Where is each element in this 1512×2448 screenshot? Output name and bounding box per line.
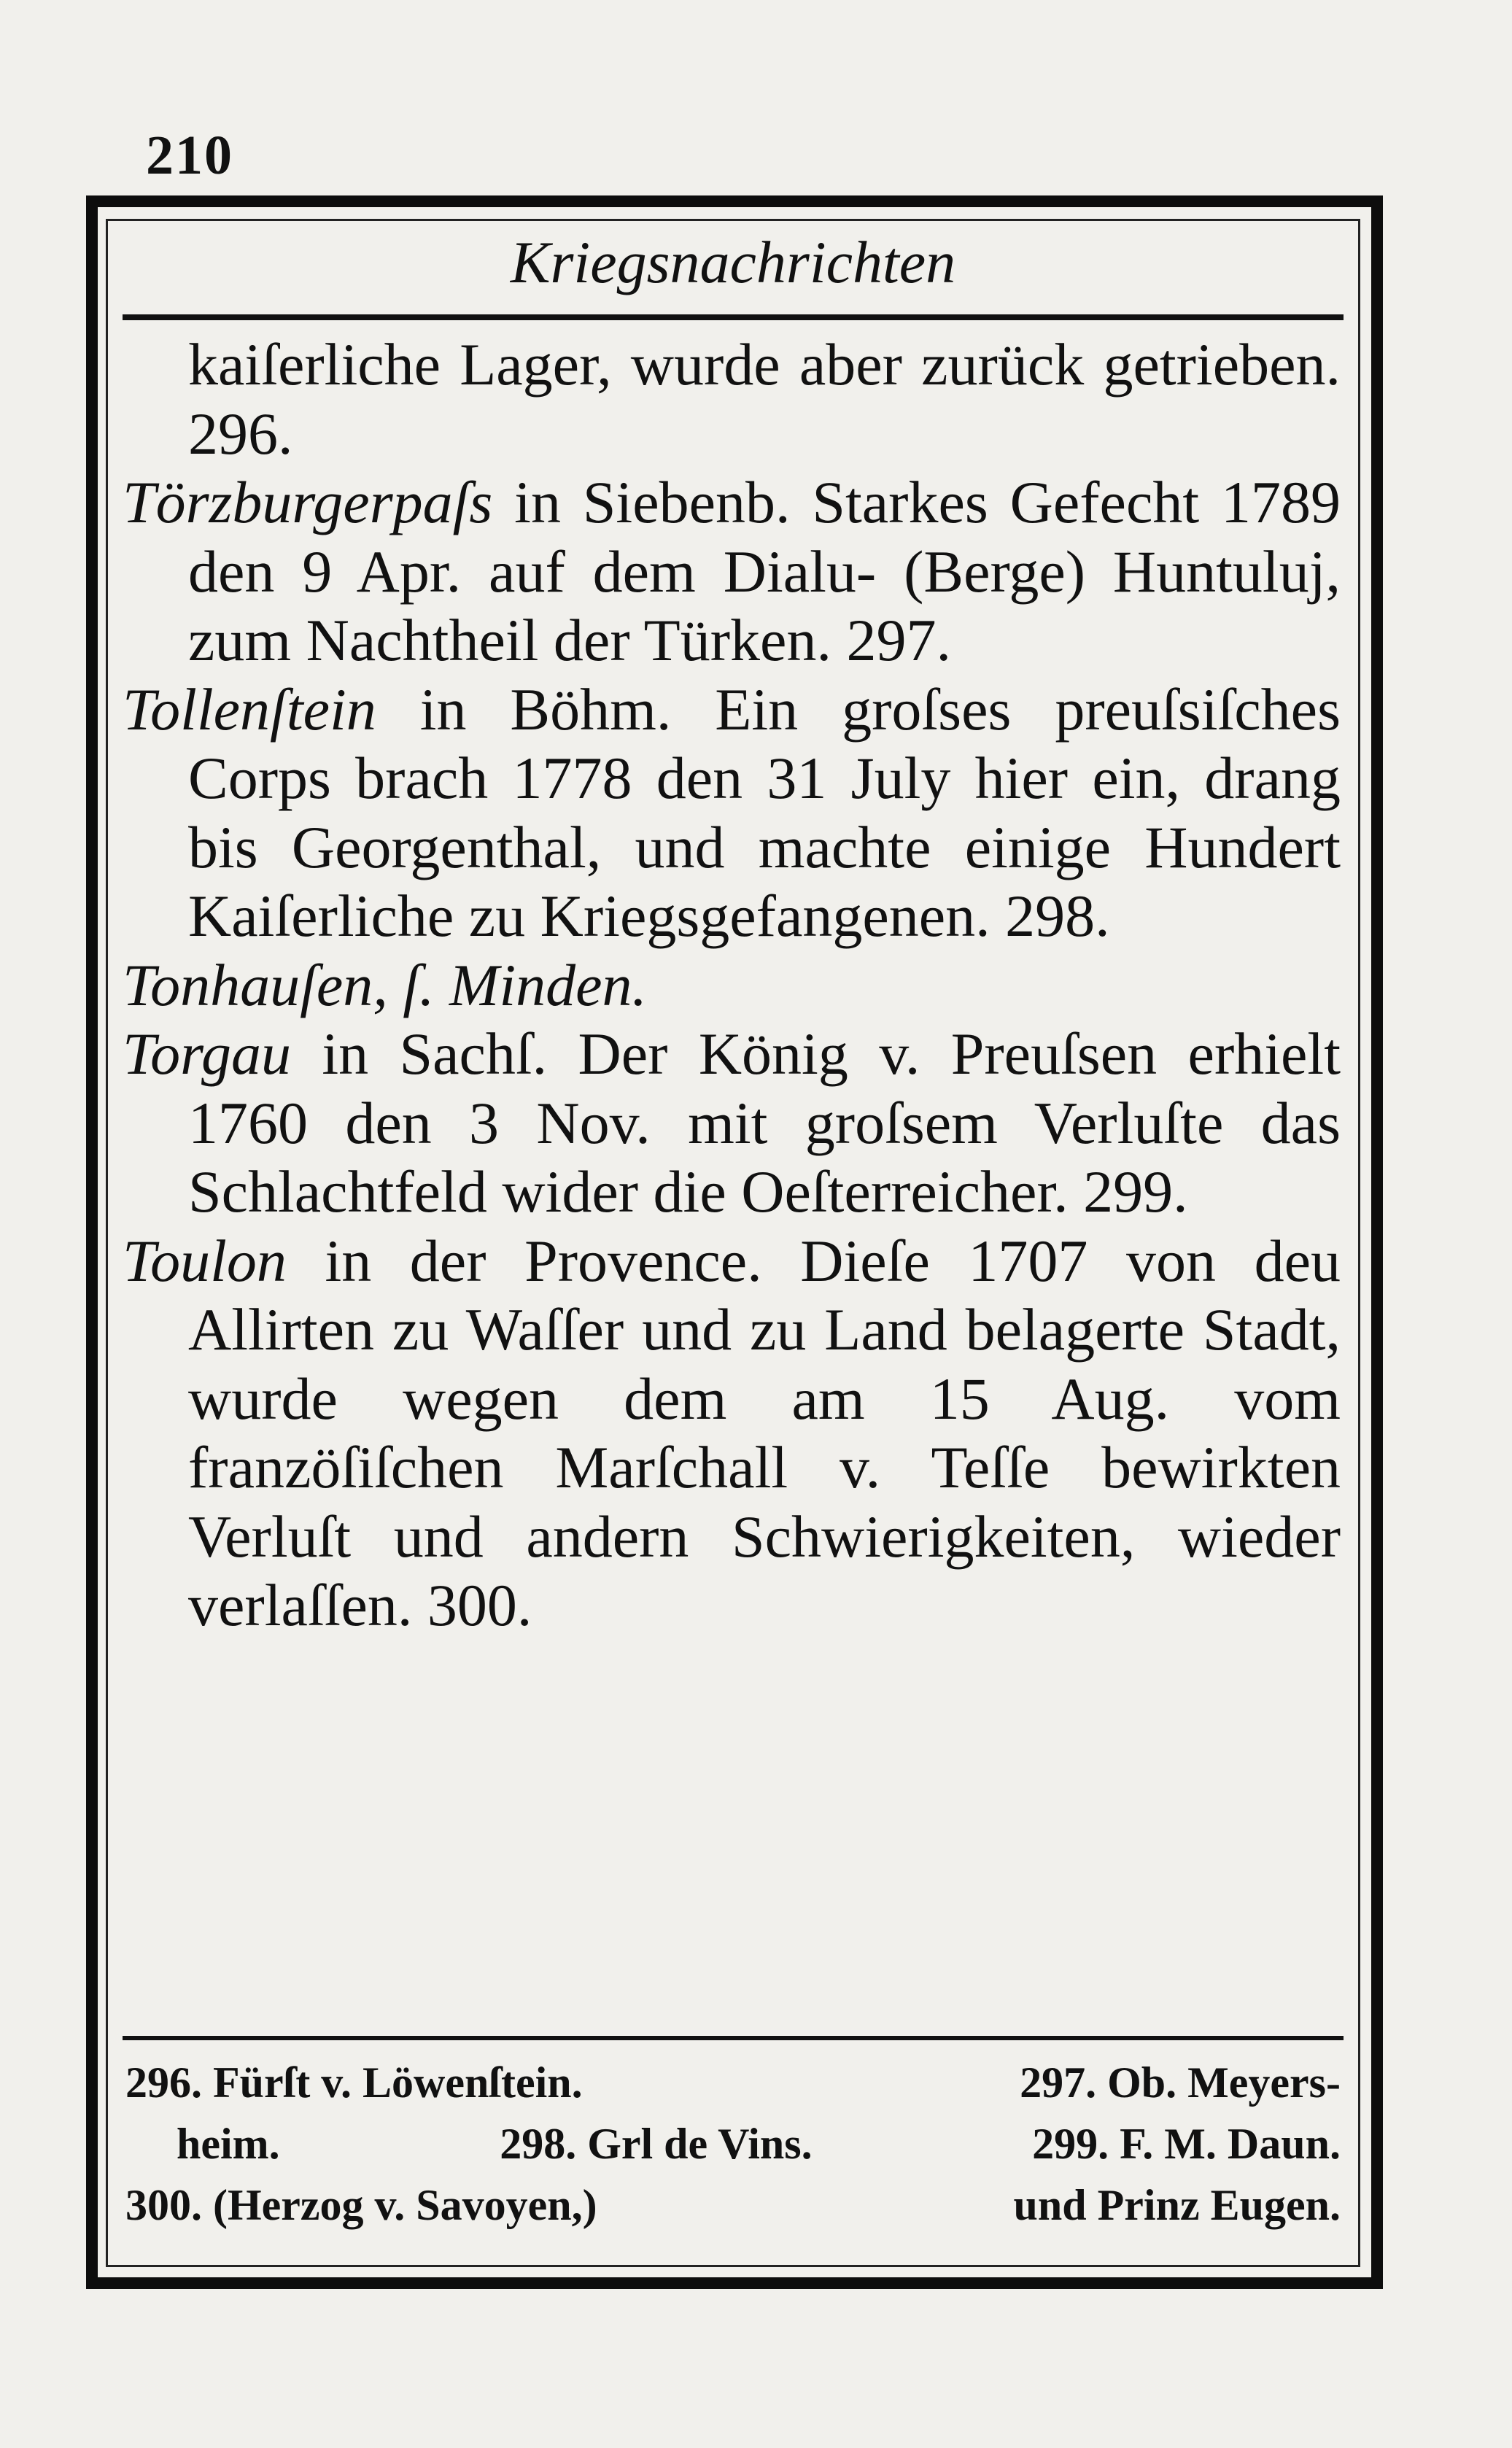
footnote-300-cont: und Prinz Eugen. [1013,2181,1341,2229]
entry-toerzburgerpass [123,468,1341,675]
entry-text: in Sachſ. Der König v. Preuſsen erhielt 1760 den 3 Nov. mit groſsem Verluſte das Schlachtfeld wider die Oeſterreicher. 299. [188,1020,1341,1225]
footnote-299: 299. F. M. Daun. [1032,2120,1341,2168]
entry-text: in Böhm. Ein groſses preuſsiſches Corps brach 1778 den 31 July hier ein, drang bis Georgenthal, und machte einige Hundert Kaiſerliche zu Kriegsgefangenen. 298. [188,675,1341,949]
footnote-296: 296. Fürſt v. Löwenſtein. [125,2058,583,2107]
entry-headword: Toulon [123,1227,287,1294]
footnote-line [125,2052,1341,2113]
footnote-297: 297. Ob. Meyers- [1020,2058,1341,2107]
footnote-rule [123,2036,1344,2040]
entry-torgau [123,1020,1341,1227]
running-header: Kriegsnachrichten [510,229,956,295]
header-rule [123,314,1344,320]
footnote-line [125,2174,1341,2236]
entry-text: kaiſerliche Lager, wurde aber zurück getrieben. 296. [188,331,1341,467]
entry-headword: Torgau [123,1020,291,1087]
footnote-line [125,2113,1341,2174]
entry-headword: Tonhauſen, ſ. Minden. [123,951,648,1018]
text-body [123,330,1341,1641]
entry-headword: Törzburgerpaſs [123,469,493,535]
entry-text: in der Provence. Dieſe 1707 von deu Allirten zu Waſſer und zu Land belagerte Stadt, wurde wegen dem am 15 Aug. vom franzöſiſchen Marſchall v. Teſſe bewirkten Verluſt und andern Schwierigkeiten, wieder verlaſſen. 300. [188,1227,1341,1638]
content-frame [106,219,1360,2267]
entry-toulon [123,1227,1341,1641]
footnote-297-cont: heim. [177,2120,280,2168]
entry-continuation [123,330,1341,468]
entry-headword: Tollenſtein [123,675,376,743]
page-number: 210 [146,125,233,186]
entry-tollenstein [123,675,1341,951]
entry-text: in Siebenb. Starkes Gefecht 1789 den 9 Apr. auf dem Dialu- (Berge) Huntuluj, zum Nachtheil der Türken. 297. [188,469,1341,673]
footnote-298: 298. Grl de Vins. [500,2120,813,2168]
entry-tonhausen [123,951,1341,1020]
footnotes [125,2052,1341,2236]
footnote-300: 300. (Herzog v. Savoyen,) [125,2181,597,2229]
